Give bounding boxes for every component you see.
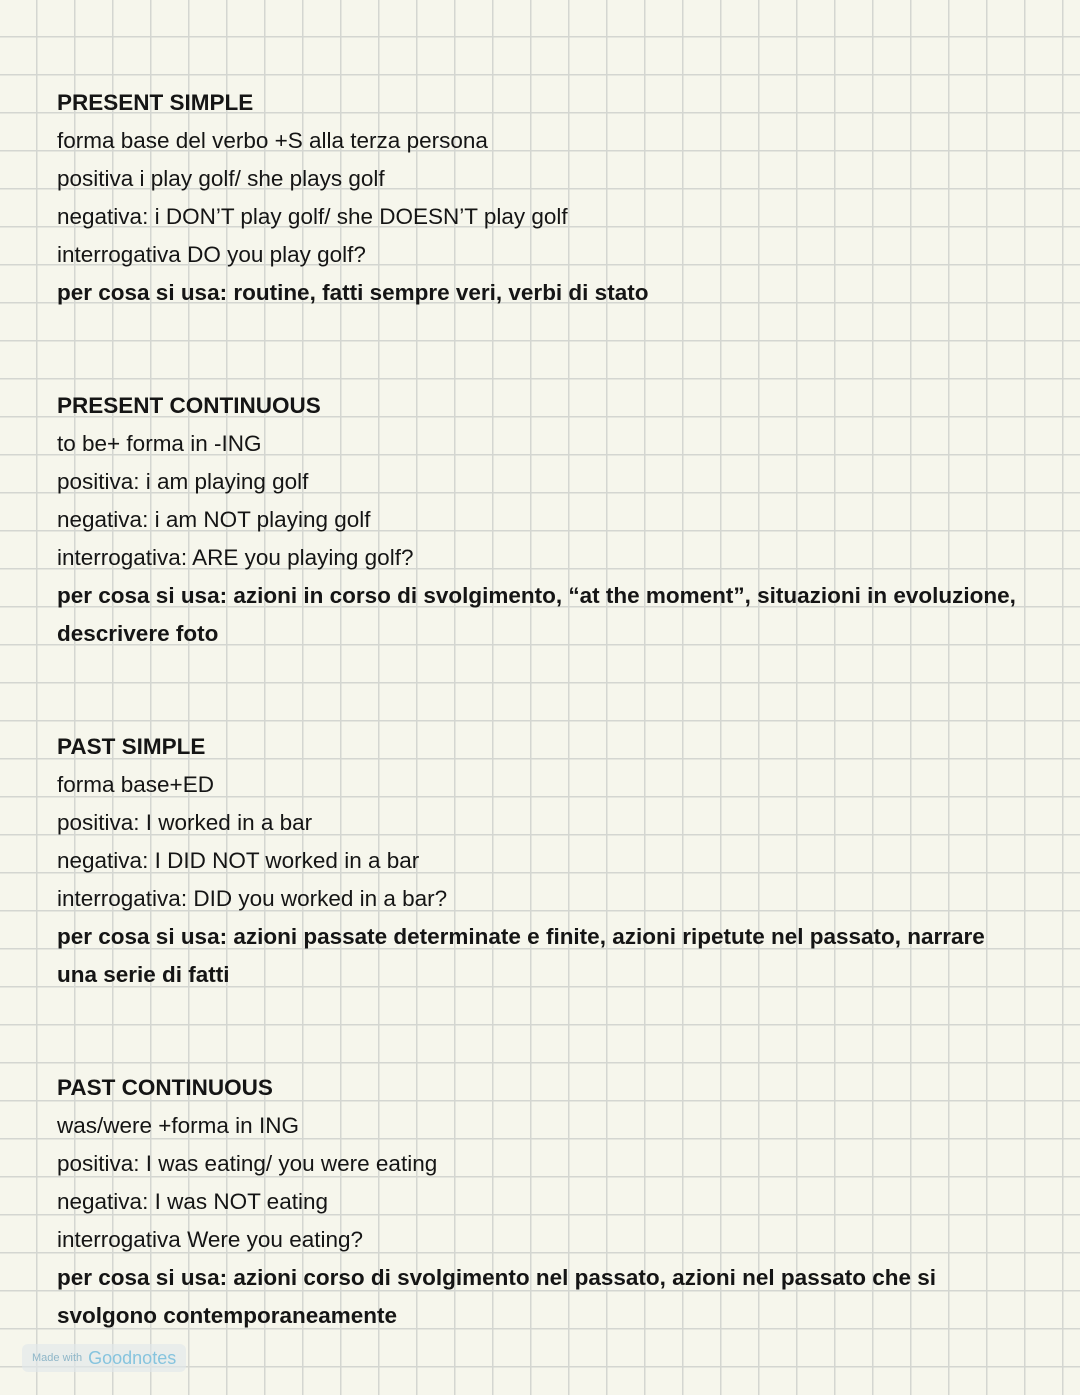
section-present-continuous: [57, 387, 1047, 653]
rule-negative: negativa: i DON’T play golf/ she DOESN’T play golf: [57, 204, 568, 229]
rule-negative: negativa: i am NOT playing golf: [57, 507, 371, 532]
goodnotes-logo: Goodnotes: [88, 1347, 177, 1368]
section-title: PAST SIMPLE: [57, 734, 206, 759]
section-title: PRESENT CONTINUOUS: [57, 393, 321, 418]
rule-negative: negativa: I DID NOT worked in a bar: [57, 848, 420, 873]
rule-positive: positiva i play golf/ she plays golf: [57, 166, 385, 191]
rule-interrogative: interrogativa: DID you worked in a bar?: [57, 886, 448, 911]
made-with-goodnotes-badge: [22, 1344, 186, 1372]
section-past-continuous: [57, 1069, 1047, 1335]
badge-prefix: Made with: [32, 1352, 83, 1364]
section-present-simple: [57, 84, 1047, 312]
rule-form: forma base del verbo +S alla terza persona: [57, 128, 488, 153]
rule-interrogative: interrogativa: ARE you playing golf?: [57, 545, 414, 570]
rule-usage: per cosa si usa: azioni passate determinate e finite, azioni ripetute nel passato, narrare una serie di fatti: [57, 924, 985, 987]
rule-usage: per cosa si usa: azioni in corso di svolgimento, “at the moment”, situazioni in evoluzione, descrivere foto: [57, 583, 1016, 646]
rule-negative: negativa: I was NOT eating: [57, 1189, 328, 1214]
rule-usage: per cosa si usa: azioni corso di svolgimento nel passato, azioni nel passato che si svolgono contemporaneamente: [57, 1265, 937, 1328]
rule-usage: per cosa si usa: routine, fatti sempre veri, verbi di stato: [57, 280, 649, 305]
rule-positive: positiva: I was eating/ you were eating: [57, 1151, 438, 1176]
rule-positive: positiva: I worked in a bar: [57, 810, 313, 835]
rule-interrogative: interrogativa DO you play golf?: [57, 242, 366, 267]
rule-positive: positiva: i am playing golf: [57, 469, 309, 494]
section-past-simple: [57, 728, 1047, 994]
rule-form: to be+ forma in -ING: [57, 431, 262, 456]
rule-form: was/were +forma in ING: [57, 1113, 299, 1138]
rule-interrogative: interrogativa Were you eating?: [57, 1227, 364, 1252]
section-title: PAST CONTINUOUS: [57, 1075, 273, 1100]
section-title: PRESENT SIMPLE: [57, 90, 254, 115]
rule-form: forma base+ED: [57, 772, 214, 797]
